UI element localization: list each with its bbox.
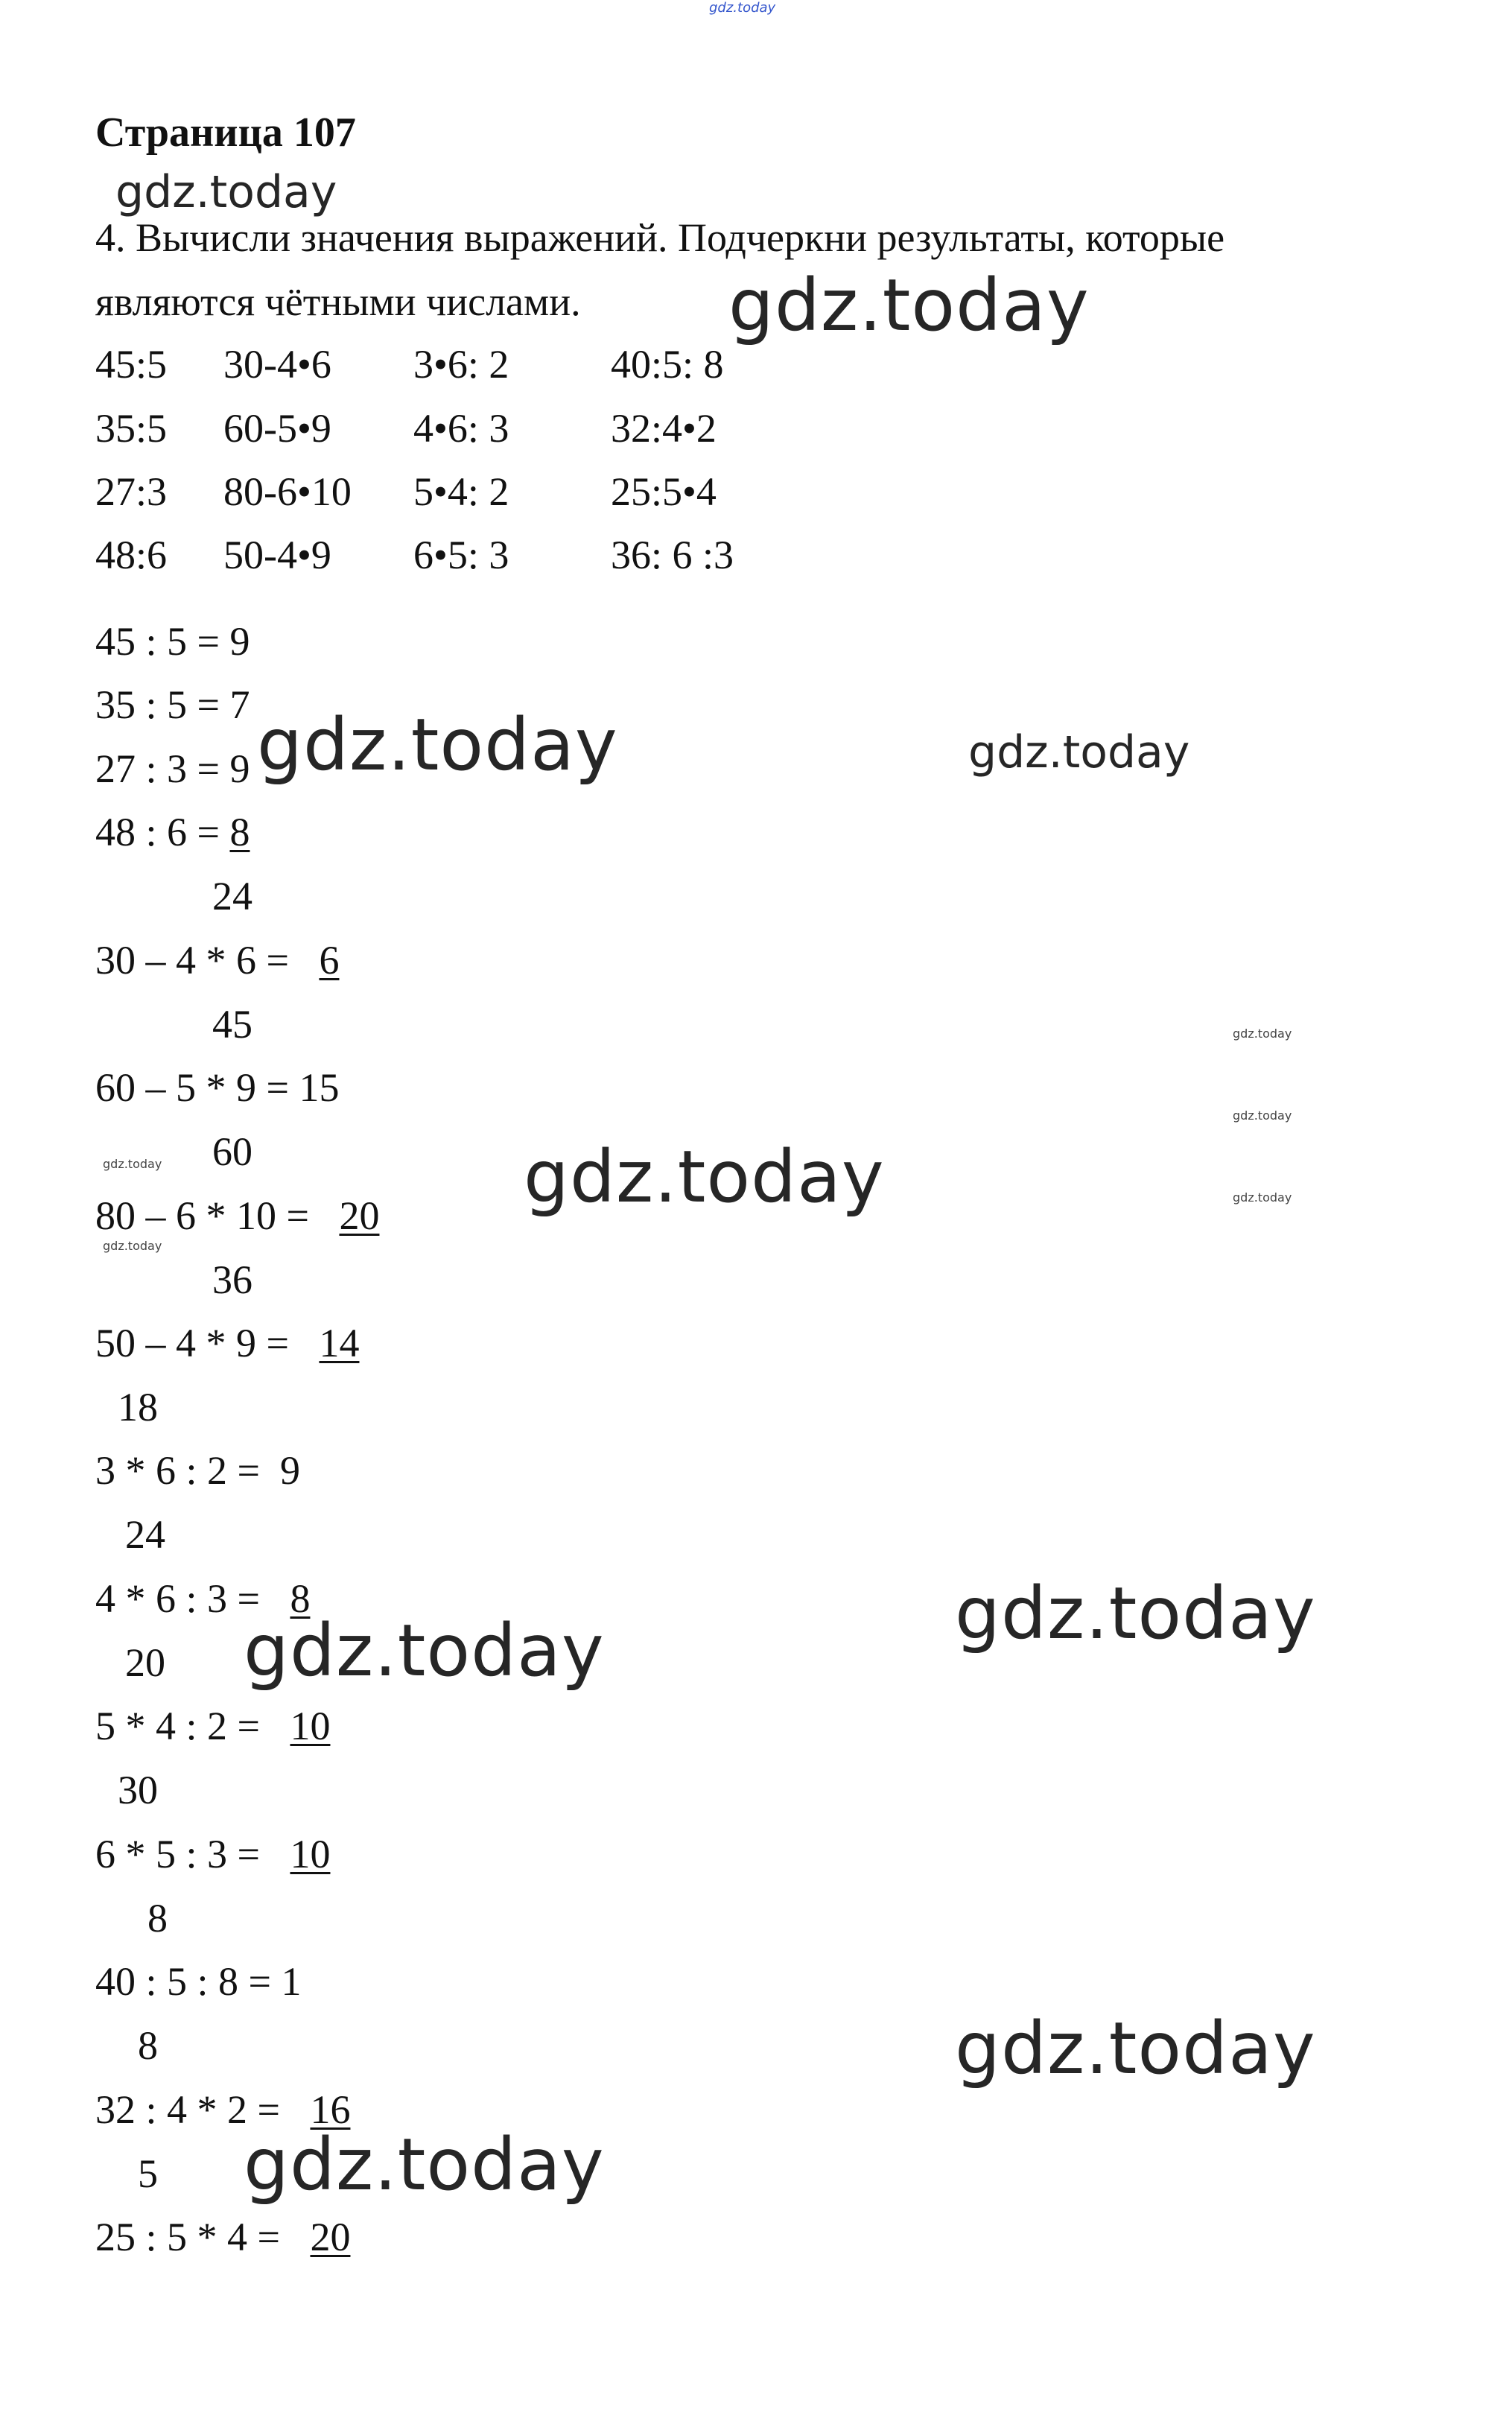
intermediate-value: 8 xyxy=(138,2023,158,2068)
underlined-result: 16 xyxy=(310,2087,351,2132)
solution-line: 45 : 5 = 9 xyxy=(95,619,250,664)
solution-line: 60 – 5 * 9 = 15 xyxy=(95,1065,340,1110)
underlined-result: 14 xyxy=(319,1321,360,1365)
intermediate-value: 60 xyxy=(212,1129,252,1174)
underlined-result: 20 xyxy=(310,2215,351,2259)
solution-line xyxy=(95,1323,359,1363)
intermediate-value: 5 xyxy=(138,2151,158,2196)
solution-line xyxy=(95,812,250,852)
underlined-result: 6 xyxy=(319,938,340,983)
intermediate-value: 45 xyxy=(212,1002,252,1047)
watermark: gdz.today xyxy=(728,264,1090,347)
watermark: gdz.today xyxy=(115,166,337,218)
watermark: gdz.today xyxy=(103,1239,162,1253)
exercise-cell: 50-4•9 xyxy=(223,533,331,577)
watermark: gdz.today xyxy=(955,2007,1316,2090)
watermark: gdz.today xyxy=(257,703,618,787)
exercise-cell: 27:3 xyxy=(95,469,168,514)
solution-line: 27 : 3 = 9 xyxy=(95,746,250,791)
exercise-cell: 48:6 xyxy=(95,533,168,577)
solution-expr: 50 – 4 * 9 = xyxy=(95,1321,320,1365)
intermediate-value: 24 xyxy=(212,874,252,918)
underlined-result: 10 xyxy=(290,1832,331,1876)
underlined-result: 10 xyxy=(290,1704,331,1748)
solution-line xyxy=(95,2217,350,2257)
solution-line: 35 : 5 = 7 xyxy=(95,682,250,727)
intermediate-value: 8 xyxy=(147,1896,168,1941)
task-line-1: 4. Вычисли значения выражений. Подчеркни результаты, которые xyxy=(95,215,1225,260)
solution-line xyxy=(95,1834,330,1874)
watermark: gdz.today xyxy=(244,2123,605,2206)
exercise-cell: 6•5: 3 xyxy=(413,533,509,577)
watermark: gdz.today xyxy=(1233,1190,1292,1205)
watermark: gdz.today xyxy=(955,1572,1316,1655)
exercise-cell: 25:5•4 xyxy=(611,469,717,514)
exercise-cell: 40:5: 8 xyxy=(611,342,724,387)
intermediate-value: 18 xyxy=(118,1385,158,1429)
solution-expr: 5 * 4 : 2 = xyxy=(95,1704,290,1748)
watermark: gdz.today xyxy=(524,1135,885,1219)
watermark: gdz.today xyxy=(1233,1026,1292,1041)
solution-expr: 4 * 6 : 3 = xyxy=(95,1576,290,1621)
page-title: Страница 107 xyxy=(95,110,356,156)
exercise-cell: 80-6•10 xyxy=(223,469,352,514)
watermark: gdz.today xyxy=(968,726,1190,778)
intermediate-value: 30 xyxy=(118,1768,158,1812)
solution-line xyxy=(95,1193,380,1238)
solution-line: 40 : 5 : 8 = 1 xyxy=(95,1959,302,2004)
underlined-result: 20 xyxy=(339,1193,380,1238)
solution-expr: 80 – 6 * 10 = xyxy=(95,1193,340,1238)
watermark: gdz.today xyxy=(244,1609,605,1692)
watermark: gdz.today xyxy=(103,1157,162,1171)
solution-expr: 32 : 4 * 2 = xyxy=(95,2087,311,2132)
solution-expr: 48 : 6 = xyxy=(95,810,230,854)
intermediate-value: 36 xyxy=(212,1257,252,1302)
exercise-cell: 5•4: 2 xyxy=(413,469,509,514)
solution-line xyxy=(95,938,340,983)
intermediate-value: 24 xyxy=(125,1512,165,1557)
exercise-cell: 32:4•2 xyxy=(611,406,717,451)
solution-expr: 30 – 4 * 6 = xyxy=(95,938,320,983)
underlined-result: 8 xyxy=(290,1576,311,1621)
exercise-cell: 60-5•9 xyxy=(223,406,331,451)
exercise-cell: 4•6: 3 xyxy=(413,406,509,451)
exercise-cell: 36: 6 :3 xyxy=(611,533,734,577)
task-line-2: являются чётными числами. xyxy=(95,279,581,324)
intermediate-value: 20 xyxy=(125,1640,165,1685)
exercise-cell: 3•6: 2 xyxy=(413,342,509,387)
top-watermark: gdz.today xyxy=(709,0,776,16)
solution-expr: 25 : 5 * 4 = xyxy=(95,2215,311,2259)
solution-line xyxy=(95,1706,330,1746)
solution-expr: 6 * 5 : 3 = xyxy=(95,1832,290,1876)
underlined-result: 8 xyxy=(229,810,250,854)
solution-line: 3 * 6 : 2 = 9 xyxy=(95,1448,300,1493)
exercise-cell: 45:5 xyxy=(95,342,168,387)
watermark: gdz.today xyxy=(1233,1108,1292,1123)
exercise-cell: 35:5 xyxy=(95,406,168,451)
exercise-cell: 30-4•6 xyxy=(223,342,331,387)
